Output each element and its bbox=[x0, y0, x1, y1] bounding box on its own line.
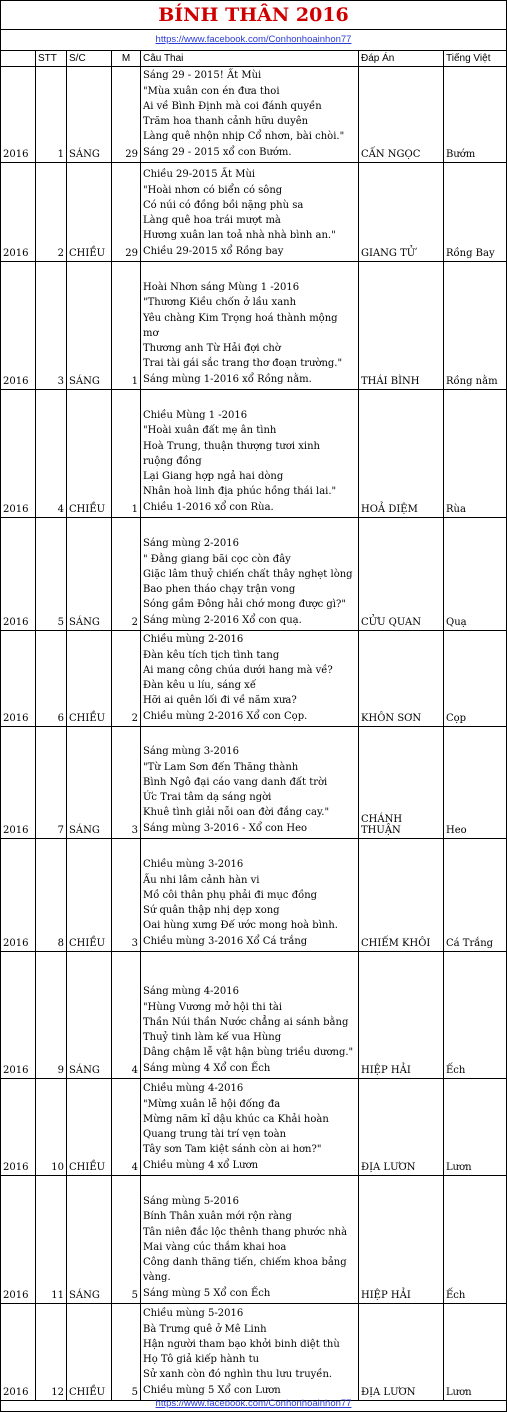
cell-m: 4 bbox=[112, 952, 141, 1079]
verse-line: Chiều mùng 2-2016 Xổ con Cọp. bbox=[143, 710, 308, 722]
verse-line: Giặc lâm thuỷ chiến chất thây nghẹt lòng bbox=[143, 568, 353, 580]
cell-stt: 2 bbox=[36, 163, 67, 262]
verse-line: Đàn kêu u líu, sáng xế bbox=[143, 680, 256, 692]
cell-dap-an: GIANG TỬ bbox=[359, 163, 444, 262]
verse-line: Sáng mùng 3-2016 bbox=[143, 746, 239, 758]
verse-line: " Đằng giang bãi cọc còn đây bbox=[143, 553, 291, 565]
verse-line: Ai mang công chúa dưới hang mà về? bbox=[143, 664, 333, 676]
verse-line: Làng quê nhộn nhịp Cổ nhơn, bài chòi." bbox=[143, 131, 345, 143]
verse-line: "Hùng Vương mở hội thi tài bbox=[143, 1001, 283, 1013]
verse-line: Sáng mùng 3-2016 - Xổ con Heo bbox=[143, 822, 308, 834]
verse-line: Sứ quân thập nhị dẹp xong bbox=[143, 905, 280, 917]
verse-line: Hỡi ai quên lối đi về năm xưa? bbox=[143, 695, 297, 707]
cell-m: 1 bbox=[112, 262, 141, 390]
cell-stt: 9 bbox=[36, 952, 67, 1079]
verse-line: Bao phen tháo chạy trận vong bbox=[143, 584, 296, 596]
verse-line: "Mùa xuân con én đưa thoi bbox=[143, 85, 280, 97]
cell-m: 2 bbox=[112, 631, 141, 727]
cell-tieng-viet: Ếch bbox=[444, 952, 507, 1079]
verse-line: Chiều mùng 2-2016 bbox=[143, 634, 244, 646]
verse-line: Họ Tô giả kiếp hành tu bbox=[143, 1354, 260, 1366]
verse-line: Trai tài gái sắc trang thơ đoạn trường." bbox=[143, 358, 343, 370]
verse-line: Ấu nhi lâm cảnh hàn vi bbox=[143, 874, 260, 886]
table-row bbox=[1, 67, 506, 163]
verse-line: Thuỷ tinh làm kế vua Hùng bbox=[143, 1032, 282, 1044]
header-stt: STT bbox=[36, 51, 67, 67]
cell-m: 5 bbox=[112, 1176, 141, 1304]
cell-cau-thai bbox=[141, 1304, 359, 1401]
verse-line: vàng. bbox=[143, 1272, 171, 1284]
cell-sc: CHIỀU bbox=[67, 390, 112, 518]
header-link-row bbox=[1, 30, 506, 51]
verse-line: "Hoài nhơn có biển có sông bbox=[143, 184, 283, 196]
verse-line: Chiều 29-2015 xổ Rồng bay bbox=[143, 245, 284, 257]
cell-sc: CHIỀU bbox=[67, 1304, 112, 1401]
verse-line: Ai về Bình Định mà coi đánh quyền bbox=[143, 100, 322, 112]
cell-year: 2016 bbox=[1, 390, 36, 518]
verse-line: Nhân hoà linh địa phúc hồng thái lai." bbox=[143, 486, 337, 498]
cell-year: 2016 bbox=[1, 518, 36, 631]
cell-stt: 7 bbox=[36, 727, 67, 839]
verse-line: Tân niên đắc lộc thênh thang phước nhà bbox=[143, 1226, 348, 1238]
cell-year: 2016 bbox=[1, 262, 36, 390]
cell-tieng-viet: Rồng Bay bbox=[444, 163, 507, 262]
cell-sc: CHIỀU bbox=[67, 1079, 112, 1176]
verse-line: Sáng mùng 5-2016 bbox=[143, 1195, 239, 1207]
verse-line: Chiều mùng 4 xổ Lươn bbox=[143, 1159, 259, 1171]
verse-line: "Thương Kiều chốn ở lầu xanh bbox=[143, 297, 297, 309]
verse-line: Lại Giang hợp ngả hai dòng bbox=[143, 471, 284, 483]
table-row bbox=[1, 1176, 506, 1304]
cell-cau-thai bbox=[141, 1176, 359, 1304]
verse-line: Có núi có đồng bồi nặng phù sa bbox=[143, 199, 304, 211]
cell-m: 3 bbox=[112, 839, 141, 952]
cell-year: 2016 bbox=[1, 163, 36, 262]
table-row bbox=[1, 631, 506, 727]
cell-dap-an: CHIẾM KHÔI bbox=[359, 839, 444, 952]
header-cau-thai: Câu Thai bbox=[141, 51, 359, 67]
verse-line: Yêu chàng Kim Trọng hoá thành mộng bbox=[143, 312, 338, 324]
cell-sc: CHIỀU bbox=[67, 631, 112, 727]
verse-line: Sáng 29 - 2015 xổ con Bướm. bbox=[143, 146, 292, 158]
cell-tieng-viet: Lươn bbox=[444, 1304, 507, 1401]
verse-line: Dâng chậm lễ vật hận bùng triều dương." bbox=[143, 1047, 354, 1059]
cell-cau-thai bbox=[141, 67, 359, 163]
header-year bbox=[1, 51, 36, 67]
table-row bbox=[1, 262, 506, 390]
table-row bbox=[1, 952, 506, 1079]
verse-line: Mừng năm kỉ dậu khúc ca Khải hoàn bbox=[143, 1113, 329, 1125]
cell-tieng-viet: Cá Trắng bbox=[444, 839, 507, 952]
verse-line: Sáng mùng 2-2016 bbox=[143, 538, 239, 550]
cell-m: 4 bbox=[112, 1079, 141, 1176]
table-row bbox=[1, 727, 506, 839]
cell-year: 2016 bbox=[1, 1304, 36, 1401]
cell-cau-thai bbox=[141, 952, 359, 1079]
verse-line: Sử xanh còn đó nghìn thu lưu truyền. bbox=[143, 1369, 333, 1381]
verse-line: Bình Ngô đại cáo vang danh đất trời bbox=[143, 776, 328, 788]
cell-sc: CHIỀU bbox=[67, 163, 112, 262]
verse-line: ruộng đồng bbox=[143, 455, 202, 467]
verse-line: Bà Trưng quê ở Mê Linh bbox=[143, 1323, 267, 1335]
cell-tieng-viet: Cọp bbox=[444, 631, 507, 727]
cell-cau-thai bbox=[141, 727, 359, 839]
cell-stt: 12 bbox=[36, 1304, 67, 1401]
verse-line: Sáng mùng 1-2016 xổ Rồng nằm. bbox=[143, 373, 312, 385]
header-sc: S/C bbox=[67, 51, 112, 67]
verse-line: Làng quê hoa trái mượt mà bbox=[143, 215, 281, 227]
verse-line: Hoà Trung, thuận thượng tươi xinh bbox=[143, 440, 320, 452]
table-header-row bbox=[1, 51, 506, 67]
cell-year: 2016 bbox=[1, 839, 36, 952]
verse-line: Chiều mùng 3-2016 Xổ Cá trắng bbox=[143, 935, 308, 947]
verse-line: Chiều mùng 3-2016 bbox=[143, 859, 244, 871]
cell-sc: SÁNG bbox=[67, 1176, 112, 1304]
cell-m: 3 bbox=[112, 727, 141, 839]
verse-line: "Mừng xuân lễ hội đống đa bbox=[143, 1098, 281, 1110]
cell-year: 2016 bbox=[1, 1079, 36, 1176]
verse-line: Sóng gầm Đông hải chớ mong được gì?" bbox=[143, 599, 346, 611]
lottery-table bbox=[1, 51, 506, 1401]
verse-line: Đàn kêu tích tịch tình tang bbox=[143, 649, 280, 661]
cell-m: 29 bbox=[112, 163, 141, 262]
table-row bbox=[1, 1079, 506, 1176]
table-row bbox=[1, 518, 506, 631]
cell-tieng-viet: Quạ bbox=[444, 518, 507, 631]
verse-line: Hận người tham bạo khởi binh diệt thù bbox=[143, 1338, 340, 1350]
cell-stt: 6 bbox=[36, 631, 67, 727]
verse-line: Chiều 1-2016 xổ con Rùa. bbox=[143, 501, 274, 513]
verse-line: Sáng mùng 5 Xổ con Ếch bbox=[143, 1287, 271, 1299]
verse-line: Khuê tình giải nỗi oan đời đắng cay." bbox=[143, 807, 330, 819]
cell-dap-an: ĐỊA LƯƠN bbox=[359, 1304, 444, 1401]
cell-dap-an: HIỆP HẢI bbox=[359, 1176, 444, 1304]
cell-sc: SÁNG bbox=[67, 952, 112, 1079]
verse-line: Oai hùng xưng Đế ước mong hoà bình. bbox=[143, 920, 338, 932]
cell-dap-an: ĐỊA LƯƠN bbox=[359, 1079, 444, 1176]
verse-line: Chiều Mùng 1 -2016 bbox=[143, 409, 248, 421]
header-dap-an: Đáp Án bbox=[359, 51, 444, 67]
cell-tieng-viet: Lươn bbox=[444, 1079, 507, 1176]
verse-line: Sáng mùng 4 Xổ con Ếch bbox=[143, 1062, 271, 1074]
cell-stt: 5 bbox=[36, 518, 67, 631]
cell-sc: CHIỀU bbox=[67, 839, 112, 952]
cell-sc: SÁNG bbox=[67, 518, 112, 631]
cell-year: 2016 bbox=[1, 1176, 36, 1304]
cell-tieng-viet: Heo bbox=[444, 727, 507, 839]
cell-dap-an: CỬU QUAN bbox=[359, 518, 444, 631]
cell-tieng-viet: Ếch bbox=[444, 1176, 507, 1304]
cell-sc: SÁNG bbox=[67, 727, 112, 839]
footer-link-row bbox=[1, 1397, 506, 1411]
verse-line: Sáng mùng 2-2016 Xổ con quạ. bbox=[143, 614, 302, 626]
footer-facebook-link[interactable]: https://www.facebook.com/Conhonhoainhon77 bbox=[155, 1398, 352, 1409]
verse-line: Sáng 29 - 2015! Ất Mùi bbox=[143, 70, 262, 82]
cell-sc: SÁNG bbox=[67, 262, 112, 390]
cell-m: 29 bbox=[112, 67, 141, 163]
cell-cau-thai bbox=[141, 163, 359, 262]
facebook-link[interactable]: https://www.facebook.com/Conhonhoainhon77 bbox=[155, 34, 352, 45]
verse-line: mơ bbox=[143, 327, 159, 339]
verse-line: Trăm hoa thanh cảnh hữu duyên bbox=[143, 116, 309, 128]
cell-year: 2016 bbox=[1, 67, 36, 163]
cell-cau-thai bbox=[141, 518, 359, 631]
verse-line: Hoài Nhơn sáng Mùng 1 -2016 bbox=[143, 281, 300, 293]
verse-line: Quang trung tài trí vẹn toàn bbox=[143, 1129, 287, 1141]
verse-line: "Từ Lam Sơn đến Thăng thành bbox=[143, 761, 299, 773]
verse-line: Chiều mùng 5 Xổ con Lươn bbox=[143, 1384, 281, 1396]
verse-line: Tây sơn Tam kiệt sánh còn ai hơn?" bbox=[143, 1144, 322, 1156]
cell-stt: 8 bbox=[36, 839, 67, 952]
page-title: BÍNH THÂN 2016 bbox=[1, 1, 506, 30]
cell-dap-an: HIỆP HẢI bbox=[359, 952, 444, 1079]
header-m: M bbox=[112, 51, 141, 67]
header-tieng-viet: Tiếng Việt bbox=[444, 51, 507, 67]
cell-year: 2016 bbox=[1, 631, 36, 727]
cell-m: 1 bbox=[112, 390, 141, 518]
cell-dap-an: KHÔN SƠN bbox=[359, 631, 444, 727]
verse-line: Hương xuân lan toả nhà nhà bình an." bbox=[143, 230, 336, 242]
verse-line: Mai vàng cúc thắm khai hoa bbox=[143, 1241, 287, 1253]
cell-tieng-viet: Rùa bbox=[444, 390, 507, 518]
cell-stt: 1 bbox=[36, 67, 67, 163]
table-row bbox=[1, 1304, 506, 1401]
verse-line: Thương anh Từ Hải đợi chờ bbox=[143, 343, 281, 355]
verse-line: Chiều mùng 4-2016 bbox=[143, 1083, 244, 1095]
table-row bbox=[1, 163, 506, 262]
verse-line: Công danh thăng tiến, chiếm khoa bảng bbox=[143, 1257, 347, 1269]
cell-cau-thai bbox=[141, 262, 359, 390]
cell-year: 2016 bbox=[1, 727, 36, 839]
cell-dap-an: HOẢ DIỆM bbox=[359, 390, 444, 518]
cell-cau-thai bbox=[141, 1079, 359, 1176]
verse-line: Bính Thân xuân mới rộn ràng bbox=[143, 1211, 292, 1223]
cell-tieng-viet: Rồng nằm bbox=[444, 262, 507, 390]
cell-m: 2 bbox=[112, 518, 141, 631]
cell-stt: 3 bbox=[36, 262, 67, 390]
cell-sc: SÁNG bbox=[67, 67, 112, 163]
cell-dap-an: THÁI BÌNH bbox=[359, 262, 444, 390]
cell-stt: 4 bbox=[36, 390, 67, 518]
cell-dap-an: CẤN NGỌC bbox=[359, 67, 444, 163]
cell-m: 5 bbox=[112, 1304, 141, 1401]
table-row bbox=[1, 839, 506, 952]
cell-cau-thai bbox=[141, 390, 359, 518]
cell-stt: 10 bbox=[36, 1079, 67, 1176]
cell-dap-an: CHÁNH THUẬN bbox=[359, 727, 444, 839]
verse-line: Sáng mùng 4-2016 bbox=[143, 986, 239, 998]
verse-line: Mồ côi thân phụ phải đi mục đồng bbox=[143, 889, 318, 901]
verse-line: "Hoài xuân đất mẹ ân tình bbox=[143, 425, 277, 437]
verse-line: Ức Trai tâm dạ sáng ngời bbox=[143, 792, 272, 804]
verse-line: Thần Núi thần Nước chẳng ai sánh bằng bbox=[143, 1016, 349, 1028]
cell-stt: 11 bbox=[36, 1176, 67, 1304]
cell-year: 2016 bbox=[1, 952, 36, 1079]
verse-line: Chiều 29-2015 Ất Mùi bbox=[143, 169, 256, 181]
cell-tieng-viet: Bướm bbox=[444, 67, 507, 163]
cell-cau-thai bbox=[141, 631, 359, 727]
cell-cau-thai bbox=[141, 839, 359, 952]
table-row bbox=[1, 390, 506, 518]
verse-line: Chiều mùng 5-2016 bbox=[143, 1308, 244, 1320]
